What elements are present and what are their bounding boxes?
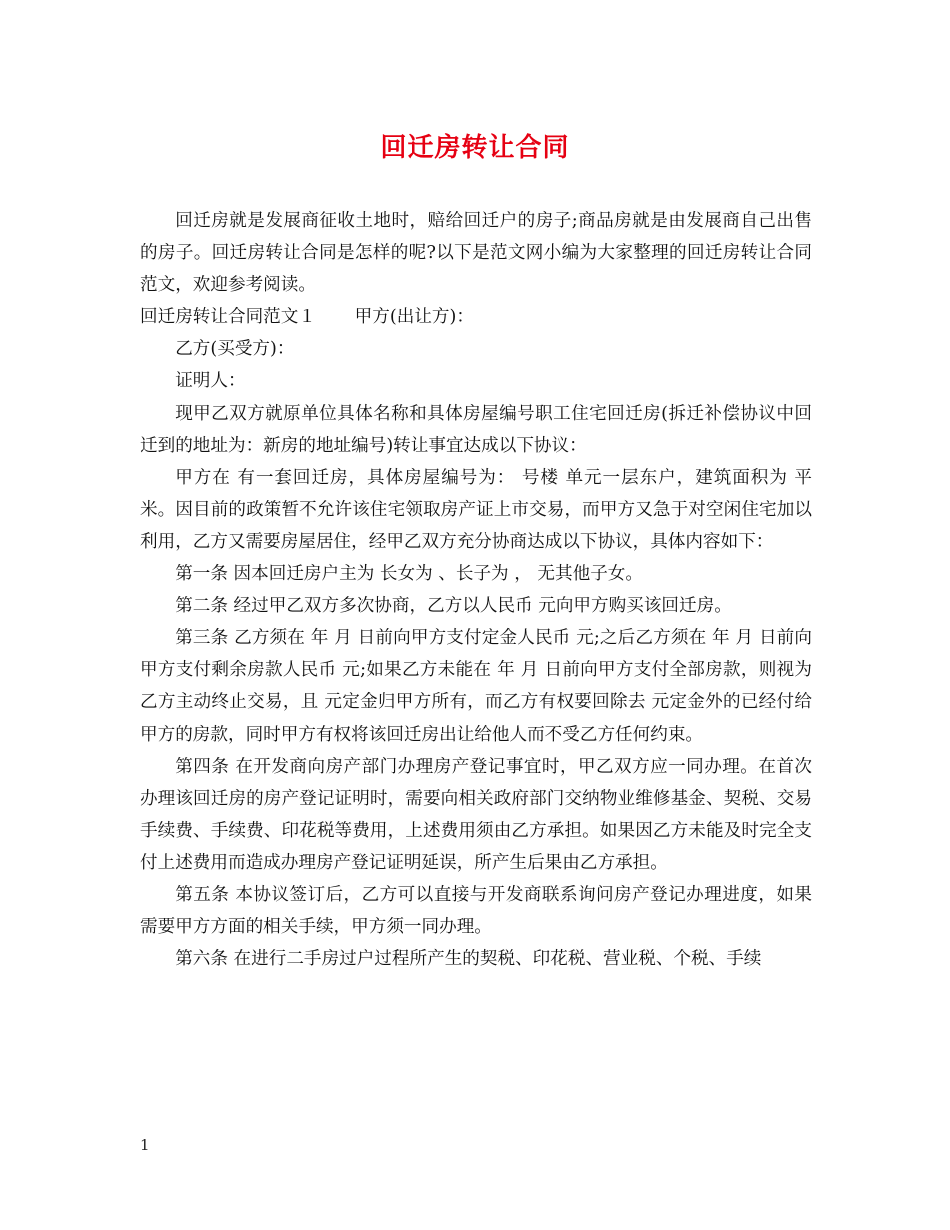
witness-label: 证明人： <box>175 371 246 392</box>
property-description: 甲方在 有一套回迁房，具体房屋编号为： 号楼 单元一层东户，建筑面积为 平米。因目前的政策暂不允许该住宅领取房产证上市交易，而甲方又急于对空闲住宅加以利用，乙方又需要房屋居住，经甲乙双方充分协商达成以下协议，具体内容如下： <box>140 467 812 552</box>
sample-heading: 回迁房转让合同范文１ <box>140 307 316 328</box>
article-5: 第五条 本协议签订后，乙方可以直接与开发商联系询问房产登记办理进度，如果需要甲方方面的相关手续，甲方须一同办理。 <box>140 884 812 938</box>
article-6: 第六条 在进行二手房过户过程所产生的契税、印花税、营业税、个税、手续 <box>175 949 762 970</box>
party-b-label: 乙方(买受方)： <box>175 339 295 360</box>
article-4: 第四条 在开发商向房产部门办理房产登记事宜时，甲乙双方应一同办理。在首次办理该回迁房的房产登记证明时，需要向相关政府部门交纳物业维修基金、契税、交易手续费、手续费、印花税等费用，上述费用须由乙方承担。如果因乙方未能及时完全支付上述费用而造成办理房产登记证明延误，所产生后果由乙方承担。 <box>140 756 812 873</box>
article-3: 第三条 乙方须在 年 月 日前向甲方支付定金人民币 元;之后乙方须在 年 月 日前向甲方支付剩余房款人民币 元;如果乙方未能在 年 月 日前向甲方支付全部房款，则视为乙方主动终止交易，且 元定金归甲方所有，而乙方有权要回除去 元定金外的已经付给甲方的房款，同时甲方有权将该回迁房出让给他人而不受乙方任何约束。 <box>140 628 812 745</box>
document-body <box>140 205 812 975</box>
intro-paragraph: 回迁房就是发展商征收土地时，赔给回迁户的房子;商品房就是由发展商自己出售的房子。回迁房转让合同是怎样的呢?以下是范文网小编为大家整理的回迁房转让合同范文，欢迎参考阅读。 <box>140 211 812 296</box>
article-2: 第二条 经过甲乙双方多次协商，乙方以人民币 元向甲方购买该回迁房。 <box>175 596 732 617</box>
document-title: 回迁房转让合同 <box>380 133 570 163</box>
agreement-preamble: 现甲乙双方就原单位具体名称和具体房屋编号职工住宅回迁房(拆迁补偿协议中回迁到的地址为：新房的地址编号)转让事宜达成以下协议： <box>140 403 812 456</box>
party-a-label: 甲方(出让方)： <box>354 307 474 328</box>
page-number: 1 <box>140 1136 150 1154</box>
article-1: 第一条 因本回迁房户主为 长女为 、长子为 ， 无其他子女。 <box>175 564 643 585</box>
sample-heading-line <box>140 301 812 333</box>
